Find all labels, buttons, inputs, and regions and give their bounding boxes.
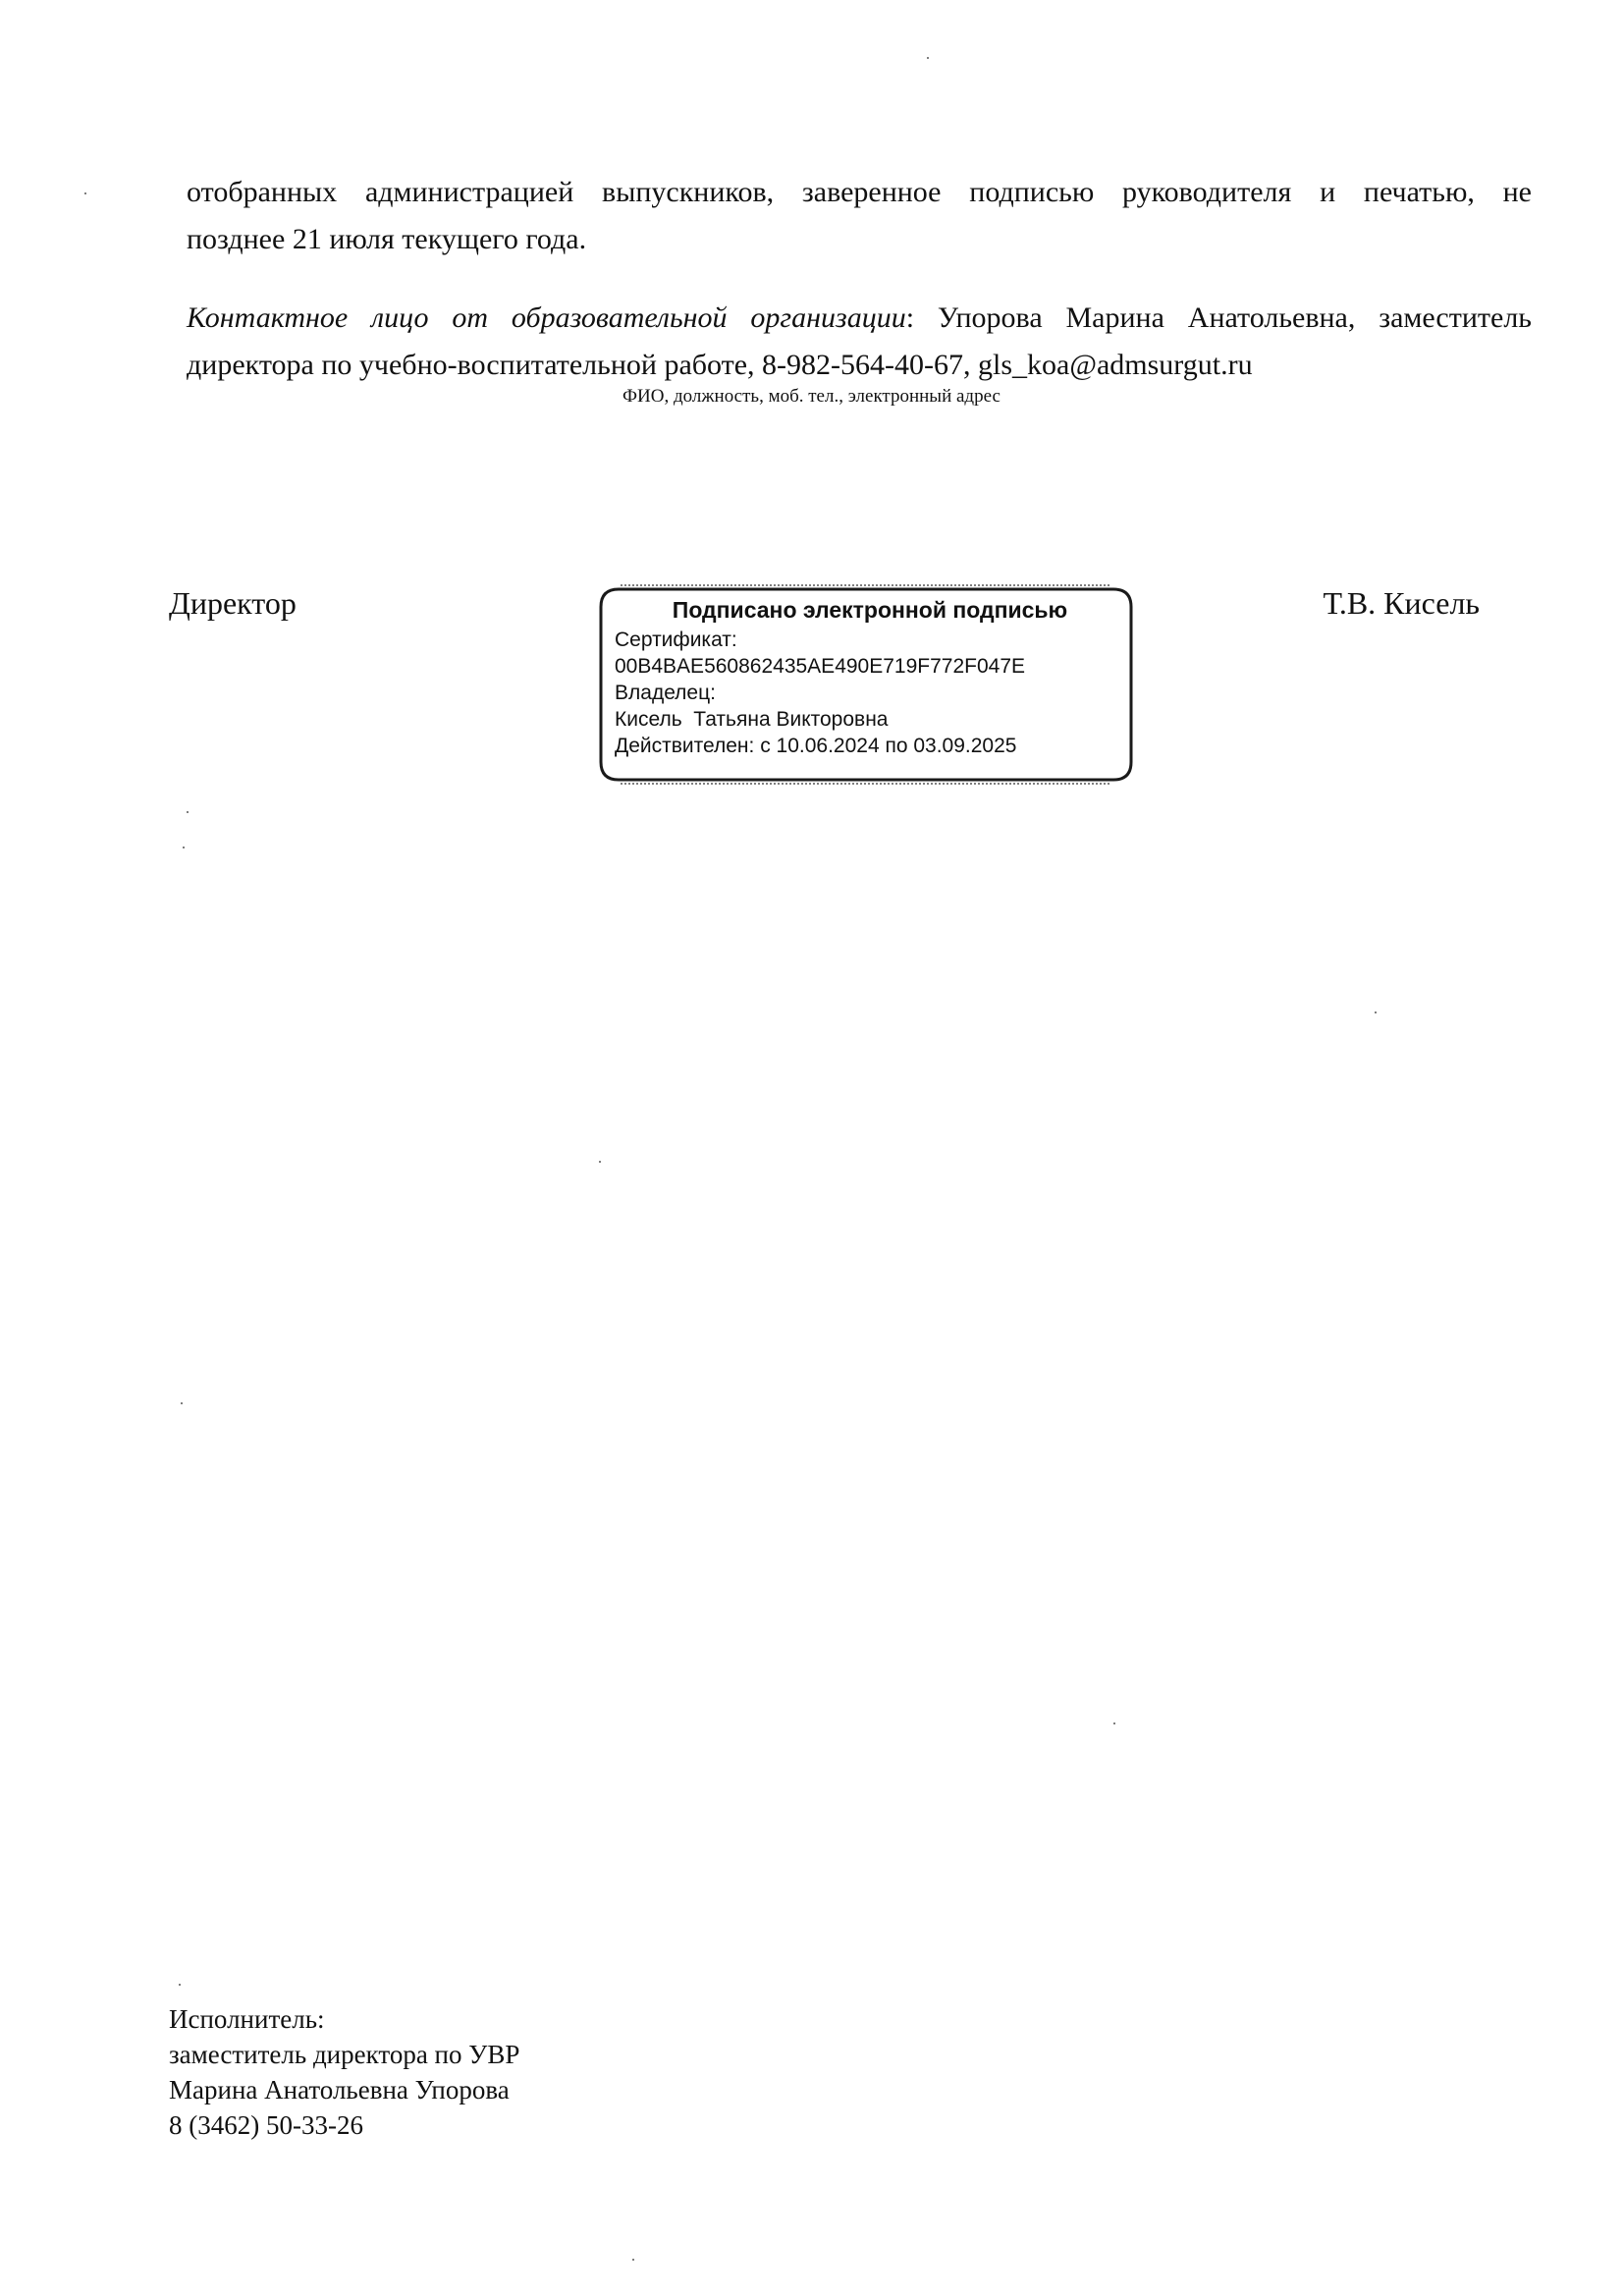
stamp-owner-value: Кисель Татьяна Викторовна: [615, 708, 889, 731]
stamp-text: [615, 595, 1125, 759]
stamp-certificate-value: 00B4BAE560862435AE490E719F772F047E: [615, 655, 1026, 678]
scan-speck: [1375, 1011, 1377, 1013]
electronic-signature-stamp: [593, 581, 1139, 788]
signatory-role: Директор: [169, 585, 297, 621]
executor-position: заместитель директора по УВР: [169, 2040, 520, 2069]
executor-label: Исполнитель:: [169, 2004, 325, 2034]
scan-speck: [1113, 1722, 1115, 1724]
scan-speck: [632, 2259, 634, 2261]
contact-caption: ФИО, должность, моб. тел., электронный адрес: [622, 386, 1001, 407]
scan-speck: [181, 1402, 183, 1404]
scan-speck: [599, 1161, 601, 1163]
contact-paragraph: [187, 295, 1532, 389]
stamp-certificate-label: Сертификат:: [615, 629, 737, 651]
scan-speck: [183, 847, 185, 848]
scan-speck: [187, 811, 189, 813]
contact-details: : Упорова Марина Анатольевна, заместитель директора по учебно-воспитательной работе, 8-982-564-40-67, gls_koa@admsurgut.ru: [187, 301, 1532, 381]
paragraph-deadline: [187, 169, 1532, 263]
stamp-title: Подписано электронной подписью: [672, 597, 1068, 623]
stamp-owner-label: Владелец:: [615, 682, 716, 704]
scan-speck: [927, 57, 929, 59]
paragraph-line-2: позднее 21 июля текущего года.: [187, 223, 587, 255]
contact-label: Контактное лицо от образовательной организации: [187, 301, 906, 334]
executor-name: Марина Анатольевна Упорова: [169, 2075, 510, 2105]
scan-speck: [179, 1984, 181, 1986]
executor-phone: 8 (3462) 50-33-26: [169, 2110, 363, 2140]
paragraph-line-1: отобранных администрацией выпускников, заверенное подписью руководителя и печатью, не: [187, 176, 1532, 208]
stamp-validity: Действителен: с 10.06.2024 по 03.09.2025: [615, 735, 1017, 757]
signatory-name: Т.В. Кисель: [1323, 585, 1480, 621]
executor-block: [169, 2001, 519, 2143]
scan-speck: [84, 192, 86, 194]
